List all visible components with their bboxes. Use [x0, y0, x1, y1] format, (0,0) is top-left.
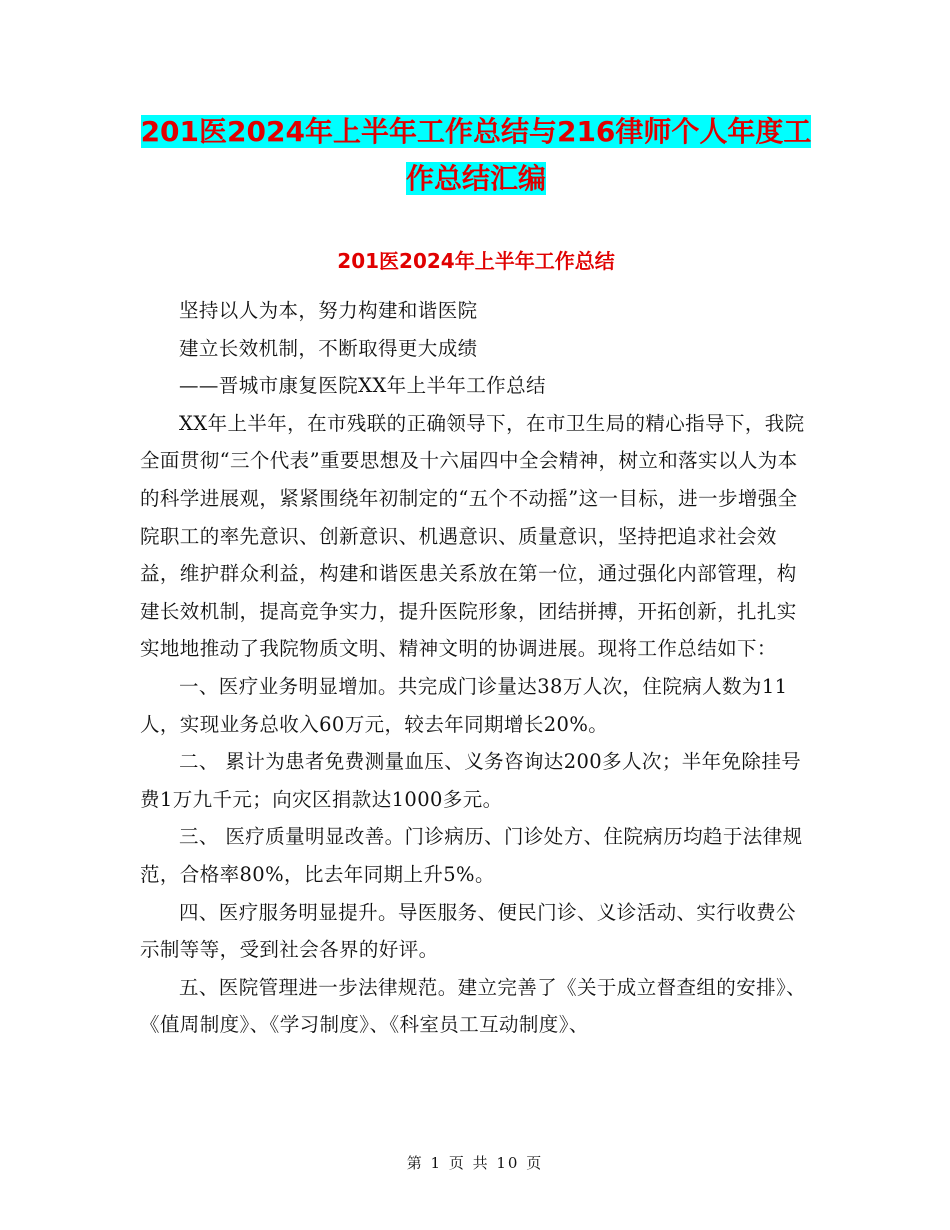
paragraph-item-5: 五、医院管理进一步法律规范。建立完善了《关于成立督查组的安排》、《值周制度》、《学习制度》、《科室员工互动制度》、: [140, 975, 807, 1037]
title-line-1: 201医2024年上半年工作总结与216律师个人年度工: [140, 115, 812, 148]
paragraph-subtitle: ——晋城市康复医院XX年上半年工作总结: [179, 374, 546, 398]
document-body: [140, 292, 812, 1044]
paragraph-item-4: 四、医疗服务明显提升。导医服务、便民门诊、义诊活动、实行收费公示制等等，受到社会各界的好评。: [140, 900, 796, 962]
document-title: [140, 108, 812, 202]
paragraph-slogan-2: 建立长效机制，不断取得更大成绩: [179, 336, 478, 360]
paragraph-slogan-1: 坚持以人为本，努力构建和谐医院: [179, 299, 478, 322]
title-line-2: 作总结汇编: [405, 162, 546, 195]
paragraph-intro: XX年上半年，在市残联的正确领导下，在市卫生局的精心指导下，我院全面贯彻“三个代表”重要思想及十六届四中全会精神，树立和落实以人为本的科学进展观，紧紧围绕年初制定的“五个不动摇”这一目标，进一步增强全院职工的率先意识、创新意识、机遇意识、质量意识，坚持把追求社会效益，维护群众利益，构建和谐医患关系放在第一位，通过强化内部管理，构建长效机制，提高竞争实力，提升医院形象，团结拼搏，开拓创新，扎扎实实地地推动了我院物质文明、精神文明的协调进展。现将工作总结如下：: [140, 411, 805, 661]
paragraph-item-1: 一、医疗业务明显增加。共完成门诊量达38万人次，住院病人数为11人，实现业务总收入60万元，较去年同期增长20%。: [140, 674, 788, 736]
paragraph-item-3: 三、 医疗质量明显改善。门诊病历、门诊处方、住院病历均趋于法律规范，合格率80%，比去年同期上升5%。: [140, 825, 803, 886]
section-title: 201医2024年上半年工作总结: [337, 249, 615, 273]
paragraph-item-2: 二、 累计为患者免费测量血压、义务咨询达200多人次；半年免除挂号费1万九千元；向灾区捐款达1000多元。: [140, 750, 802, 811]
page-footer: 第 1 页 共 10 页: [406, 1154, 544, 1172]
